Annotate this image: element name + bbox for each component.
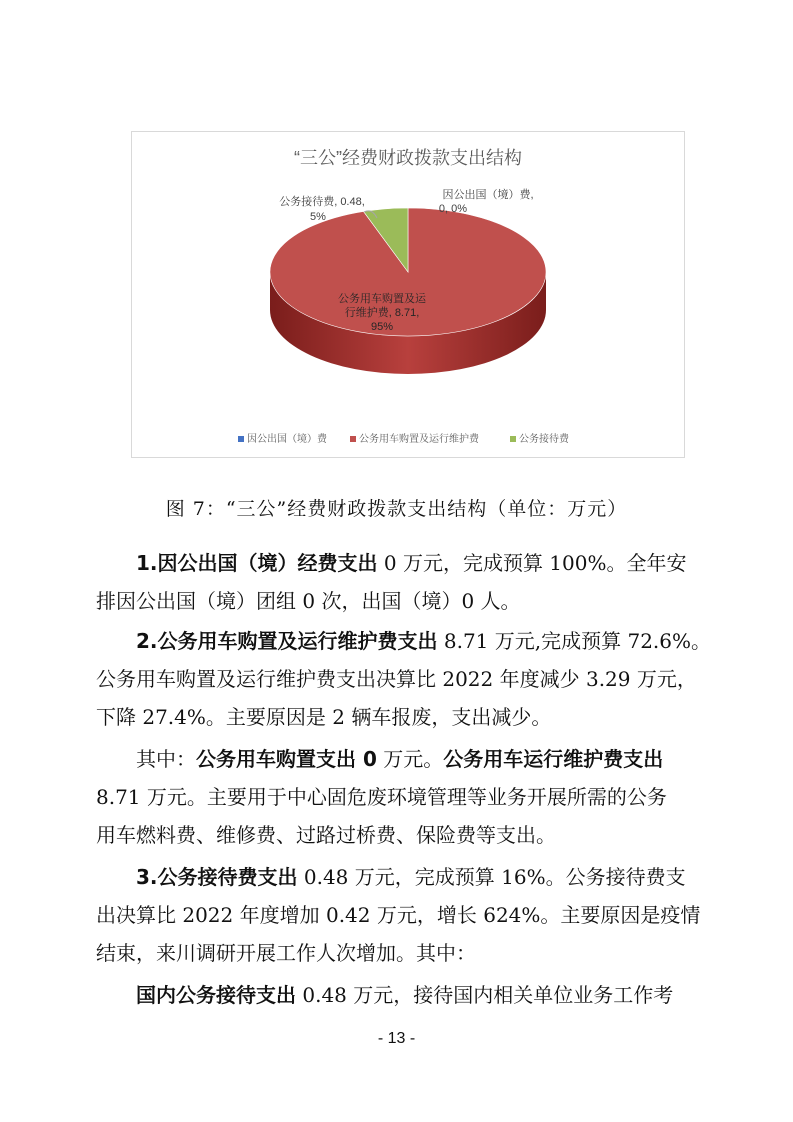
heading-outbound: 1.因公出国（境）经费支出: [136, 551, 378, 575]
label-vehicle-line1: 公务用车购置及运: [338, 293, 426, 305]
legend-label-outbound: 因公出国（境）费: [247, 434, 327, 445]
paragraph-outbound: [96, 544, 704, 620]
chart-title: “三公”经费财政拨款支出结构: [294, 148, 522, 168]
label-outbound-line1: 因公出国（境）费,: [442, 189, 534, 201]
text-vehicle-2: 公务用车购置及运行维护费支出决算比 2022 年度减少 3.29 万元，: [96, 667, 697, 691]
legend-swatch-outbound: [238, 436, 244, 442]
text-detail-3: 用车燃料费、维修费、过路过桥费、保险费等支出。: [96, 823, 556, 847]
paragraph-vehicle-line1: [96, 622, 712, 660]
heading-domestic-reception: 国内公务接待支出: [136, 983, 296, 1007]
text-detail-2: 8.71 万元。主要用于中心固危废环境管理等业务开展所需的公务: [96, 785, 667, 809]
heading-vehicle-purchase: 公务用车购置支出 0: [196, 747, 377, 771]
text-reception-1: 0.48 万元，完成预算 16%。公务接待费支: [297, 865, 686, 889]
legend-swatch-vehicle: [350, 436, 356, 442]
text-outbound-1: 0 万元，完成预算 100%。全年安: [377, 551, 687, 575]
paragraph-domestic-line1: [96, 976, 704, 1014]
paragraph-outbound-line1: [96, 544, 704, 582]
heading-reception: 3.公务接待费支出: [136, 865, 298, 889]
legend-label-reception: 公务接待费: [519, 434, 569, 445]
pie-chart-frame: [131, 131, 685, 458]
label-outbound: [439, 187, 534, 215]
pie-slices: [270, 208, 546, 374]
paragraph-vehicle-detail-line1: [96, 740, 704, 778]
label-outbound-line2: 0, 0%: [438, 203, 468, 215]
paragraph-domestic-reception: [96, 976, 704, 1014]
heading-vehicle: 2.公务用车购置及运行维护费支出: [136, 629, 438, 653]
heading-vehicle-maintenance: 公务用车运行维护费支出: [443, 747, 664, 771]
legend-swatch-reception: [510, 436, 516, 442]
label-reception-line2: 5%: [310, 211, 326, 223]
text-detail-unit: 万元。: [376, 747, 444, 771]
text-detail-prefix: 其中：: [136, 747, 196, 771]
text-reception-2: 出决算比 2022 年度增加 0.42 万元，增长 624%。主要原因是疫情: [96, 903, 701, 927]
text-vehicle-1: 8.71 万元,完成预算 72.6%。: [437, 629, 712, 653]
paragraph-reception-line1: [96, 858, 704, 896]
text-outbound-2: 排因公出国（境）团组 0 次，出国（境）0 人。: [96, 589, 521, 613]
pie-chart: [132, 132, 684, 457]
page-number: - 13 -: [377, 1030, 416, 1047]
label-reception-line1: 公务接待费, 0.48,: [279, 196, 365, 208]
paragraph-vehicle: [96, 622, 712, 736]
text-domestic-1: 0.48 万元，接待国内相关单位业务工作考: [296, 983, 674, 1007]
legend-label-vehicle: 公务用车购置及运行维护费: [359, 434, 479, 445]
paragraph-reception: [96, 858, 704, 972]
label-vehicle-line3: 95%: [370, 321, 394, 333]
text-reception-3: 结束，来川调研开展工作人次增加。其中：: [96, 941, 476, 965]
paragraph-vehicle-detail: [96, 740, 704, 854]
legend: [238, 432, 570, 445]
figure-caption: 图 7：“三公”经费财政拨款支出结构（单位：万元）: [165, 498, 628, 520]
text-vehicle-3: 下降 27.4%。主要原因是 2 辆车报废，支出减少。: [96, 705, 552, 729]
label-vehicle-line2: 行维护费, 8.71,: [344, 307, 420, 319]
